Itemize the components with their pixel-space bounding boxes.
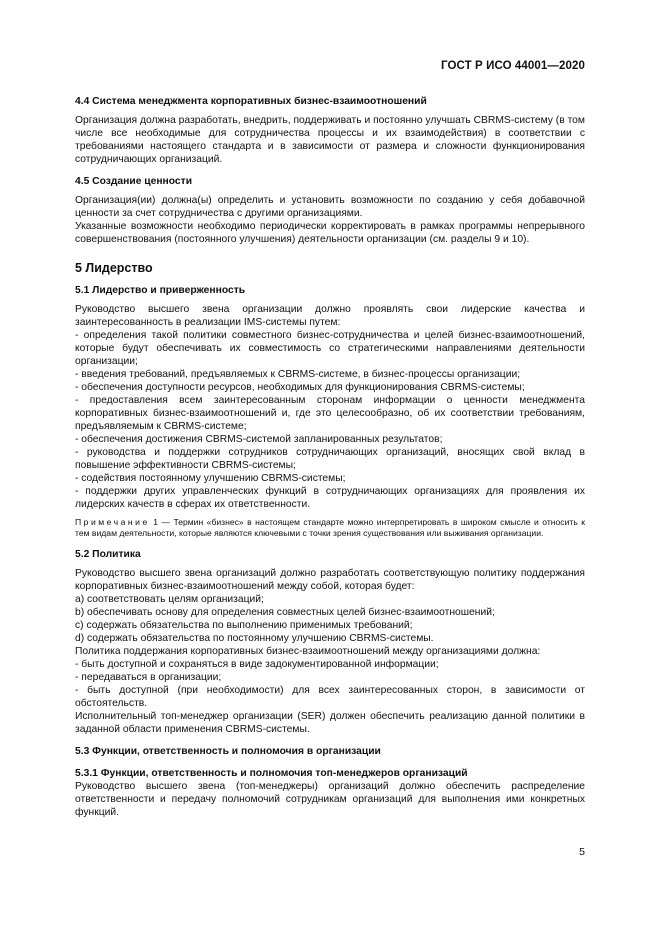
document-page (75, 0, 585, 935)
section-5-3-1-title: 5.3.1 Функции, ответственность и полномочия топ-менеджеров организаций (75, 768, 468, 779)
list-item: - определения такой политики совместного бизнес-сотрудничества и целей бизнес-взаимоотношений, которые будут обеспечивать их совместимость со стратегическими направлениями деятельности организации; (75, 330, 585, 367)
section-5-3-1-paragraph: Руководство высшего звена (топ-менеджеры) организаций должно обеспечить распределение ответственности и передачу полномочий сотрудникам организаций для выполнения ими конкретных функций. (75, 781, 585, 818)
list-item: - обеспечения достижения CBRMS-системой запланированных результатов; (75, 434, 443, 445)
note (75, 517, 585, 539)
page-number: 5 (579, 846, 585, 858)
section-5-1-title: 5.1 Лидерство и приверженность (75, 285, 246, 296)
note-label: Примечание (75, 517, 150, 527)
list-item: - предоставления всем заинтересованным сторонам информации о ценности менеджмента корпоративных бизнес-взаимоотношений и, где это целесообразно, об их соответствии требованиям, предъявляемым к CBRMS-системе; (75, 395, 585, 432)
list-item: c) содержать обязательства по выполнению применимых требований; (75, 620, 413, 631)
section-5-1-intro: Руководство высшего звена организации должно проявлять свои лидерские качества и заинтересованность в реализации IMS-системы путем: (75, 304, 585, 328)
page-content (75, 95, 585, 819)
list-item: - быть доступной и сохраняться в виде задокументированной информации; (75, 659, 439, 670)
list-item: - введения требований, предъявляемых к CBRMS-системе, в бизнес-процессы организации; (75, 369, 521, 380)
list-item: d) содержать обязательства по постоянному улучшению CBRMS-системы. (75, 633, 434, 644)
section-5-title: 5 Лидерство (75, 261, 153, 275)
section-4-5-paragraph-1: Организация(ии) должна(ы) определить и установить возможности по созданию у себя добавочной ценности за счет сотрудничества с другими организациями. (75, 195, 585, 219)
document-code: ГОСТ Р ИСО 44001—2020 (440, 60, 585, 72)
section-4-4-title: 4.4 Система менеджмента корпоративных бизнес-взаимоотношений (75, 96, 427, 107)
section-5-2-intro: Руководство высшего звена организаций должно разработать соответствующую политику поддержания корпоративных бизнес-взаимоотношений между собой, которая будет: (75, 568, 585, 592)
section-5-3-title: 5.3 Функции, ответственность и полномочия в организации (75, 746, 381, 757)
list-item: - руководства и поддержки сотрудников сотрудничающих организаций, вносящих свой вклад в повышение эффективности CBRMS-системы; (75, 447, 585, 471)
list-item: - содействия постоянному улучшению CBRMS-системы; (75, 473, 346, 484)
list-item: - быть доступной (при необходимости) для всех заинтересованных сторон, в зависимости от обстоятельств. (75, 685, 585, 709)
section-5-2-paragraph-3: Исполнительный топ-менеджер организации (SER) должен обеспечить реализацию данной политики в заданной области применения CBRMS-системы. (75, 711, 585, 735)
section-4-4-paragraph: Организация должна разработать, внедрить, поддерживать и постоянно улучшать CBRMS-систему (в том числе все необходимые для сотрудничества процессы и их взаимодействия) в соответствии с требованиями настоящего стандарта и в зависимости от размера и сложности функционирования сотрудничающих организаций. (75, 115, 585, 165)
section-5-2-title: 5.2 Политика (75, 549, 141, 560)
section-4-5-title: 4.5 Создание ценности (75, 176, 193, 187)
section-4-5-paragraph-2: Указанные возможности необходимо периодически корректировать в рамках программы непрерывного совершенствования (постоянного улучшения) деятельности организации (см. разделы 9 и 10). (75, 221, 585, 245)
section-5-2-paragraph-2: Политика поддержания корпоративных бизнес-взаимоотношений между организациями должна: (75, 646, 541, 657)
note-text: 1 — Термин «бизнес» в настоящем стандарте можно интерпретировать в широком смысле и относить к тем видам деятельности, которые являются ключевыми с точки зрения существования или выживания организации. (75, 517, 585, 538)
list-item: - обеспечения доступности ресурсов, необходимых для функционирования CBRMS-системы; (75, 382, 525, 393)
list-item: b) обеспечивать основу для определения совместных целей бизнес-взаимоотношений; (75, 607, 495, 618)
list-item: - поддержки других управленческих функций в сотрудничающих организациях для проявления их лидерских качеств в сферах их ответственности. (75, 486, 585, 510)
list-item: - передаваться в организации; (75, 672, 222, 683)
list-item: a) соответствовать целям организаций; (75, 594, 264, 605)
